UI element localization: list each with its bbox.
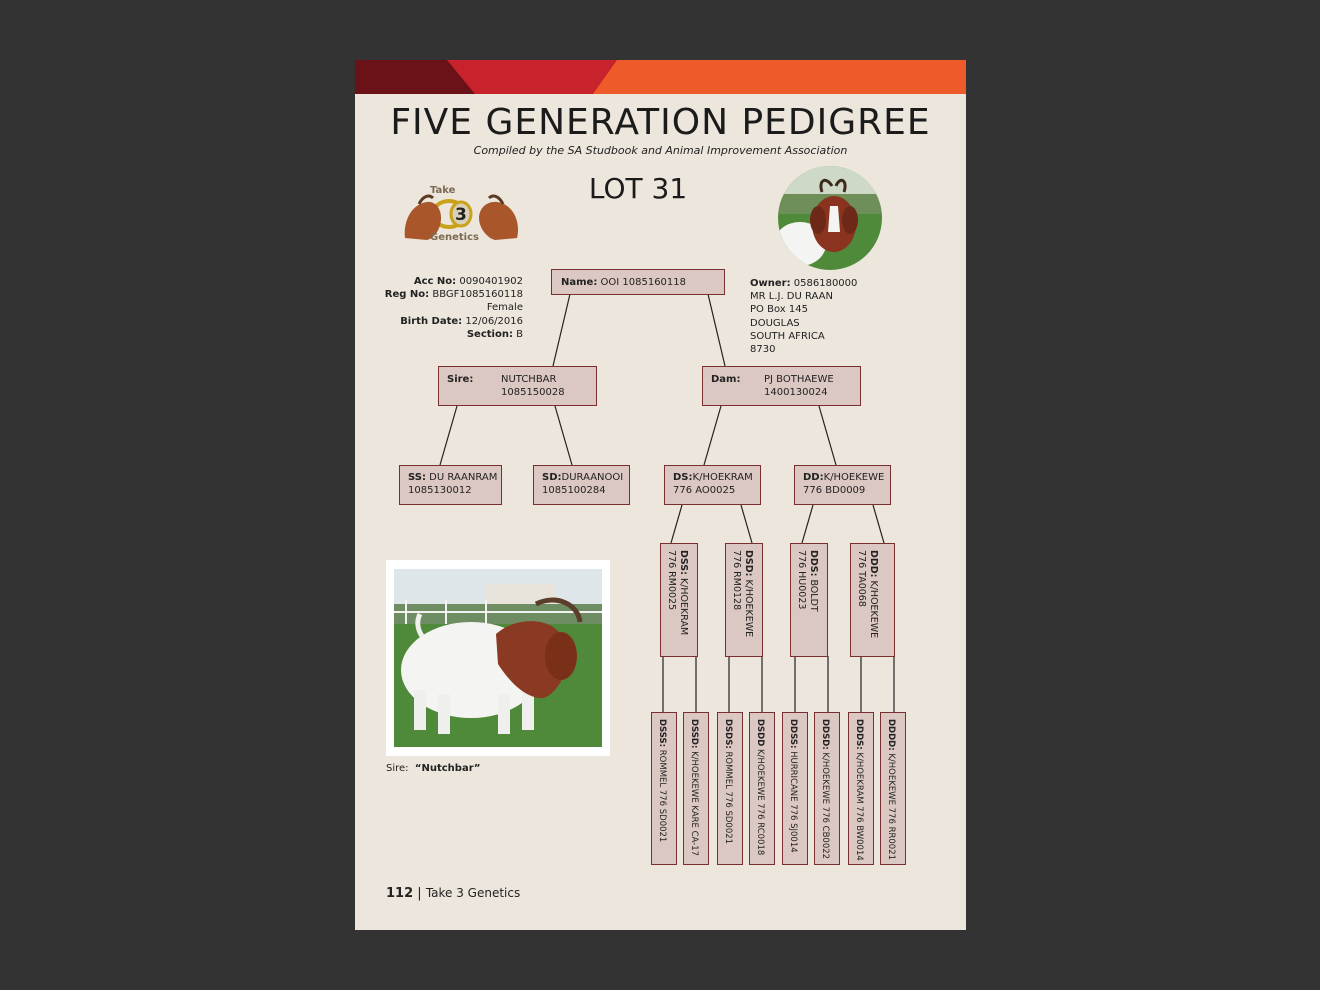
section-label: Section: [466, 328, 513, 340]
owner-line: 8730 [750, 344, 776, 356]
sire-name: NUTCHBAR [501, 374, 557, 385]
gen5-text: K/HOEKRAM 776 BW0014 [854, 752, 864, 861]
page-number: 112 [386, 886, 414, 901]
lot-number: LOT 31 [588, 172, 688, 205]
dam-label: Dam: [711, 374, 741, 385]
gen3-label: SS: [408, 472, 426, 483]
gen3-reg: 776 AO0025 [673, 485, 736, 496]
sire-photo [386, 560, 610, 756]
gen4-label: DDD: [868, 550, 879, 578]
gen3-name: K/HOEKEWE [823, 472, 885, 483]
gen5-label: DSDS: [723, 719, 733, 749]
gen3-label: DD: [803, 472, 824, 483]
gen5-text: ROMMEL 776 SD0021 [723, 751, 733, 845]
gen3-box-ss [399, 465, 502, 505]
owner-line: DOUGLAS [750, 317, 800, 329]
reg-label: Reg No: [384, 289, 430, 301]
acc-label: Acc No: [413, 276, 457, 287]
gen4-box-dss [660, 543, 698, 657]
gen3-box-ds [664, 465, 761, 505]
gen4-reg: 776 TA0068 [856, 550, 867, 607]
page-title: FIVE GENERATION PEDIGREE [390, 102, 931, 143]
gen5-box-dssd [683, 712, 709, 865]
sire-label: Sire: [447, 374, 474, 385]
gen4-reg: 776 HU0023 [796, 550, 807, 610]
gen5-label: DDDS: [854, 719, 864, 750]
gen5-label: DSSS: [657, 719, 667, 748]
gen5-label: DDSD: [820, 719, 830, 750]
gen5-label: DSSD: [689, 719, 699, 749]
gen3-name: K/HOEKRAM [692, 472, 753, 483]
gen5-text: K/HOEKEWE KARE CA-17 [689, 751, 699, 857]
sex-value: Female [486, 302, 523, 314]
gen5-label: DDDD: [886, 719, 896, 751]
gen4-box-dsd [725, 543, 763, 657]
owner-line: MR L.J. DU RAAN [750, 291, 833, 303]
gen3-reg: 1085130012 [408, 485, 472, 496]
gen5-label: DSDD [755, 719, 765, 747]
gen5-label: DDSS: [788, 719, 798, 749]
section-value: B [516, 328, 523, 340]
gen3-name: DURAANOOI [561, 472, 624, 483]
footer-separator: | [417, 886, 422, 901]
gen5-box-dsds [717, 712, 743, 865]
pedigree-page [355, 60, 966, 930]
gen4-label: DSD: [743, 550, 754, 577]
footer-text: Take 3 Genetics [425, 886, 521, 900]
caption-label: Sire: [386, 763, 409, 774]
logo-text-genetics: Genetics [430, 232, 479, 243]
sire-box [438, 366, 597, 406]
gen3-box-dd [794, 465, 891, 505]
gen4-label: DSS: [678, 550, 689, 575]
birth-value: 12/06/2016 [465, 315, 523, 327]
owner-label: Owner: [750, 278, 791, 289]
gen4-box-ddd [850, 543, 895, 657]
gen3-reg: 1085100284 [542, 485, 606, 496]
owner-line: SOUTH AFRICA [750, 330, 825, 342]
gen5-text: K/HOEKEWE 776 RR0021 [886, 753, 896, 861]
gen4-name: K/HOEKEWE [868, 580, 879, 639]
owner-number: 0586180000 [793, 278, 858, 289]
gen4-reg: 776 RM0025 [666, 550, 677, 611]
gen5-text: K/HOEKEWE 776 CB0022 [820, 752, 830, 860]
sire-reg: 1085150028 [501, 387, 565, 398]
owner-line: PO Box 145 [750, 304, 808, 316]
gen5-box-ddss [782, 712, 808, 865]
gen5-box-dsdd [749, 712, 775, 865]
gen5-text: HURRICANE 776 SJ0014 [788, 751, 798, 853]
acc-value: 0090401902 [459, 276, 523, 287]
gen5-box-dsss [651, 712, 677, 865]
logo-number: 3 [455, 205, 467, 225]
name-label: Name: [561, 277, 598, 288]
gen5-text: ROMMEL 776 SD0021 [657, 749, 667, 843]
gen4-name: BOLDT [808, 579, 819, 612]
dam-name: PJ BOTHAEWE [764, 374, 834, 385]
gen3-box-sd [533, 465, 630, 505]
gen5-box-dddd [880, 712, 906, 865]
name-box [551, 269, 725, 295]
page-subtitle: Compiled by the SA Studbook and Animal Improvement Association [473, 144, 848, 157]
gen3-name: DU RAANRAM [429, 472, 498, 483]
gen4-name: K/HOEKRAM [678, 577, 689, 636]
caption-name: “Nutchbar” [414, 763, 481, 774]
gen4-name: K/HOEKEWE [743, 579, 754, 638]
gen3-reg: 776 BD0009 [803, 485, 866, 496]
gen3-label: SD: [542, 472, 562, 483]
gen3-label: DS: [673, 472, 693, 483]
gen4-reg: 776 RM0128 [731, 550, 742, 611]
page-footer [386, 886, 520, 901]
gen5-text: K/HOEKEWE 776 RC0018 [755, 749, 765, 856]
birth-label: Birth Date: [400, 315, 463, 327]
dam-reg: 1400130024 [764, 387, 828, 398]
gen4-label: DDS: [808, 550, 819, 577]
gen4-box-dds [790, 543, 828, 657]
photo-caption [386, 763, 480, 774]
logo-text-take: Take [430, 185, 456, 196]
reg-value: BBGF1085160118 [432, 289, 523, 301]
gen5-box-ddds [848, 712, 874, 865]
gen5-box-ddsd [814, 712, 840, 865]
dam-box [702, 366, 861, 406]
name-value: OOI 1085160118 [600, 277, 687, 288]
